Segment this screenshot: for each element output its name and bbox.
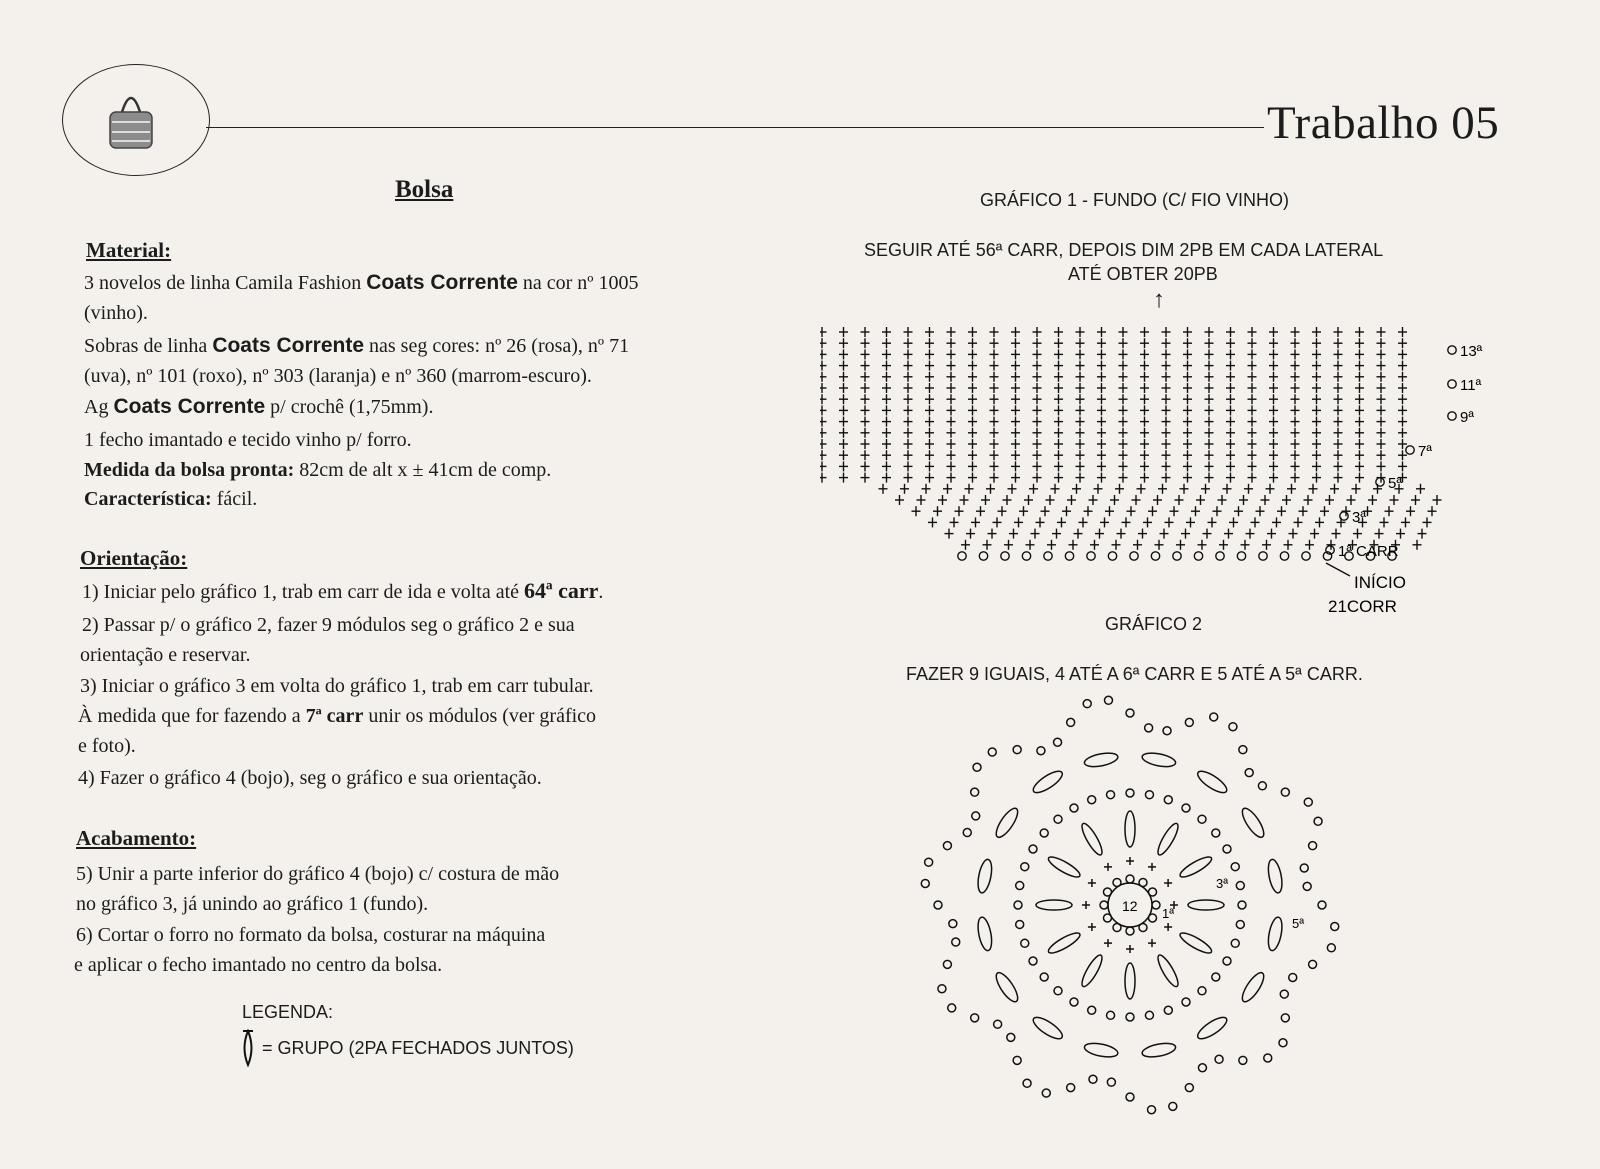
chain-stitch xyxy=(1113,924,1121,932)
step-5-cont: no gráfico 3, já unindo ao gráfico 1 (fundo). xyxy=(76,893,429,915)
cluster-stitch xyxy=(1079,821,1106,857)
chain-stitch xyxy=(1126,875,1134,883)
chain-stitch xyxy=(1302,552,1310,560)
chain-stitch xyxy=(948,1004,956,1012)
chain-stitch xyxy=(1044,552,1052,560)
chain-stitch xyxy=(1040,973,1048,981)
chain-stitch xyxy=(1108,552,1116,560)
chain-stitch xyxy=(1040,829,1048,837)
chain-stitch xyxy=(1289,973,1297,981)
legend-text: = GRUPO (2PA FECHADOS JUNTOS) xyxy=(262,1037,574,1058)
chain-stitch xyxy=(1309,842,1317,850)
cluster-stitch xyxy=(1188,900,1224,910)
chain-stitch xyxy=(1054,815,1062,823)
chain-stitch xyxy=(1182,804,1190,812)
cluster-stitch xyxy=(1125,811,1135,847)
chain-stitch xyxy=(934,901,942,909)
chain-stitch xyxy=(1139,924,1147,932)
chain-stitch xyxy=(1013,746,1021,754)
cluster-stitch xyxy=(1239,970,1268,1005)
chain-stitch xyxy=(1149,914,1157,922)
chain-stitch xyxy=(1300,864,1308,872)
cluster-stitch xyxy=(1125,963,1135,999)
chain-stitch xyxy=(973,763,981,771)
ring-label: 3ª xyxy=(1216,876,1229,891)
chain-stitch xyxy=(1239,1056,1247,1064)
chain-stitch xyxy=(1007,1033,1015,1041)
material-line-3: Sobras de linha Coats Corrente nas seg cores: nº 26 (rosa), nº 71 xyxy=(84,334,630,357)
chart1-title: GRÁFICO 1 - FUNDO (C/ FIO VINHO) xyxy=(980,190,1289,210)
cluster-stitch xyxy=(1155,953,1182,989)
cluster-stitch xyxy=(976,858,994,894)
row-label: 1ª CARR xyxy=(1338,543,1399,560)
ring-label: 5ª xyxy=(1292,916,1305,931)
cluster-stitch xyxy=(1030,768,1065,797)
legend-row xyxy=(240,1029,574,1067)
step-3: 3) Iniciar o gráfico 3 em volta do gráfico 1, trab em carr tubular. xyxy=(80,675,594,697)
chain-stitch xyxy=(925,858,933,866)
page-title: Trabalho 05 xyxy=(1267,97,1500,149)
acabamento-heading: Acabamento: xyxy=(76,826,197,850)
material-line-6: 1 fecho imantado e tecido vinho p/ forro. xyxy=(84,429,412,451)
chain-stitch xyxy=(1231,863,1239,871)
chain-stitch xyxy=(1182,998,1190,1006)
cluster-stitch xyxy=(976,916,994,952)
chain-stitch xyxy=(971,1014,979,1022)
chain-stitch xyxy=(1065,552,1073,560)
chain-stitch xyxy=(1303,882,1311,890)
cluster-stitch xyxy=(993,970,1022,1005)
cluster-stitch xyxy=(1046,930,1082,957)
material-line-4: (uva), nº 101 (roxo), nº 303 (laranja) e nº 360 (marrom-escuro). xyxy=(84,365,592,387)
chain-stitch xyxy=(1126,1013,1134,1021)
chain-stitch xyxy=(1029,957,1037,965)
cluster-stitch xyxy=(1266,858,1284,894)
chain-stitch xyxy=(1216,552,1224,560)
cluster-stitch xyxy=(1195,1014,1230,1043)
chart1-diagram xyxy=(820,320,1500,620)
chain-stitch xyxy=(1087,552,1095,560)
chain-stitch xyxy=(1088,1006,1096,1014)
chain-stitch xyxy=(938,985,946,993)
ring-label: 1ª xyxy=(1162,906,1175,921)
chain-stitch xyxy=(1029,845,1037,853)
chain-stitch xyxy=(1164,1006,1172,1014)
chain-stitch xyxy=(1014,901,1022,909)
chain-stitch xyxy=(958,552,966,560)
chain-stitch xyxy=(1054,987,1062,995)
chain-stitch xyxy=(1021,863,1029,871)
cluster-stitch xyxy=(1155,821,1182,857)
step-3-cont: À medida que for fazendo a 7ª carr unir os módulos (ver gráfico xyxy=(78,705,597,727)
chain-stitch xyxy=(1309,960,1317,968)
row-label: 3ª xyxy=(1352,509,1366,526)
chain-stitch xyxy=(1148,1106,1156,1114)
cluster-stitch xyxy=(1195,768,1230,797)
material-line-7: Medida da bolsa pronta: 82cm de alt x ± 41cm de comp. xyxy=(84,459,552,481)
chart2-title: GRÁFICO 2 xyxy=(1105,614,1203,634)
chain-stitch xyxy=(1067,718,1075,726)
cluster-stitch xyxy=(1178,930,1214,957)
cluster-stitch xyxy=(1079,953,1106,989)
cluster-stitch xyxy=(1141,1041,1177,1059)
chain-stitch xyxy=(1236,882,1244,890)
chain-stitch xyxy=(1001,552,1009,560)
chain-stitch xyxy=(1104,696,1112,704)
cluster-stitch xyxy=(1266,916,1284,952)
chain-stitch xyxy=(1107,1011,1115,1019)
chain-stitch xyxy=(1021,939,1029,947)
chain-stitch xyxy=(1210,713,1218,721)
chain-stitch xyxy=(1022,552,1030,560)
turning-chain xyxy=(1448,412,1456,420)
chain-stitch xyxy=(1067,1084,1075,1092)
turning-chain xyxy=(1448,380,1456,388)
chain-stitch xyxy=(952,938,960,946)
chain-stitch xyxy=(1126,709,1134,717)
material-line-8: Característica: fácil. xyxy=(84,488,258,510)
chain-stitch xyxy=(1023,1079,1031,1087)
chain-stitch xyxy=(1212,829,1220,837)
chart2-diagram xyxy=(900,690,1400,1160)
chain-stitch xyxy=(988,748,996,756)
chain-stitch xyxy=(1215,1055,1223,1063)
material-heading: Material: xyxy=(86,238,172,262)
chain-stitch xyxy=(1304,798,1312,806)
start-arrow xyxy=(1326,563,1350,576)
start-count: 21CORR xyxy=(1328,597,1397,616)
chart1-note-1: SEGUIR ATÉ 56ª CARR, DEPOIS DIM 2PB EM CADA LATERAL xyxy=(864,240,1384,260)
chain-stitch xyxy=(1198,815,1206,823)
chain-stitch xyxy=(1259,552,1267,560)
material-line-1: 3 novelos de linha Camila Fashion Coats Corrente na cor nº 1005 xyxy=(84,271,639,294)
chain-stitch xyxy=(1013,1056,1021,1064)
cluster-stitch xyxy=(993,805,1022,840)
chain-stitch xyxy=(1236,920,1244,928)
chain-stitch xyxy=(943,960,951,968)
chain-stitch xyxy=(1070,804,1078,812)
chain-stitch xyxy=(1281,1014,1289,1022)
chain-stitch xyxy=(1198,1064,1206,1072)
chain-stitch xyxy=(1016,882,1024,890)
turning-chain xyxy=(1406,446,1414,454)
step-6-cont: e aplicar o fecho imantado no centro da bolsa. xyxy=(74,954,443,976)
chain-stitch xyxy=(1113,878,1121,886)
chain-stitch xyxy=(1164,796,1172,804)
cluster-stitch xyxy=(1239,805,1268,840)
chain-stitch xyxy=(1145,724,1153,732)
chain-stitch xyxy=(1126,789,1134,797)
step-6: 6) Cortar o forro no formato da bolsa, costurar na máquina xyxy=(76,924,546,946)
cluster-stitch xyxy=(1036,900,1072,910)
chain-stitch xyxy=(1149,888,1157,896)
chain-stitch xyxy=(1194,552,1202,560)
chain-stitch xyxy=(1185,1084,1193,1092)
chain-stitch xyxy=(1258,782,1266,790)
chain-stitch xyxy=(1088,796,1096,804)
step-3-end: e foto). xyxy=(78,735,136,757)
chain-stitch xyxy=(979,552,987,560)
chain-stitch xyxy=(1318,901,1326,909)
legend-title: LEGENDA: xyxy=(242,1002,334,1022)
chain-stitch xyxy=(994,1020,1002,1028)
cluster-stitch xyxy=(1141,751,1177,769)
chain-stitch xyxy=(1163,727,1171,735)
chain-stitch xyxy=(1152,901,1160,909)
header-rule xyxy=(206,127,1264,128)
chain-stitch xyxy=(1279,1039,1287,1047)
material-line-5: Ag Coats Corrente p/ crochê (1,75mm). xyxy=(84,395,434,418)
chain-stitch xyxy=(1239,746,1247,754)
chain-stitch xyxy=(1314,817,1322,825)
chain-stitch xyxy=(1185,718,1193,726)
chain-stitch xyxy=(1042,1089,1050,1097)
chain-stitch xyxy=(1126,1093,1134,1101)
row-label: 7ª xyxy=(1418,443,1432,460)
chain-stitch xyxy=(1212,973,1220,981)
chain-stitch xyxy=(1107,1078,1115,1086)
cluster-stitch-icon xyxy=(240,1029,256,1067)
chain-stitch xyxy=(1229,723,1237,731)
chain-stitch xyxy=(943,842,951,850)
row-label: 5ª xyxy=(1388,475,1402,492)
chain-stitch xyxy=(1151,552,1159,560)
chain-stitch xyxy=(1130,552,1138,560)
chain-stitch xyxy=(1327,944,1335,952)
center-count: 12 xyxy=(1122,898,1138,914)
chain-stitch xyxy=(1070,998,1078,1006)
turning-chain xyxy=(1340,512,1348,520)
bag-icon xyxy=(104,86,158,152)
cluster-stitch xyxy=(1178,854,1214,881)
chain-stitch xyxy=(1103,888,1111,896)
chain-stitch xyxy=(1238,901,1246,909)
start-label: INÍCIO xyxy=(1354,573,1406,592)
orientacao-heading: Orientação: xyxy=(80,546,188,570)
chart2-note: FAZER 9 IGUAIS, 4 ATÉ A 6ª CARR E 5 ATÉ A 5ª CARR. xyxy=(906,664,1363,684)
material-line-2: (vinho). xyxy=(84,302,148,324)
chain-stitch xyxy=(921,879,929,887)
cluster-stitch xyxy=(1046,854,1082,881)
cluster-stitch xyxy=(1030,1014,1065,1043)
chain-stitch xyxy=(1100,901,1108,909)
chain-stitch xyxy=(1264,1054,1272,1062)
chain-stitch xyxy=(1037,747,1045,755)
chain-stitch xyxy=(1173,552,1181,560)
step-2: 2) Passar p/ o gráfico 2, fazer 9 módulos seg o gráfico 2 e sua xyxy=(82,614,575,636)
step-2-cont: orientação e reservar. xyxy=(80,644,251,666)
chain-stitch xyxy=(1145,1011,1153,1019)
cluster-stitch xyxy=(1083,1041,1119,1059)
chain-stitch xyxy=(1145,791,1153,799)
row-label: 9ª xyxy=(1460,409,1474,426)
arrow-up-icon: ↑ xyxy=(1153,286,1165,313)
chain-stitch xyxy=(1054,738,1062,746)
chain-stitch xyxy=(1245,769,1253,777)
chain-stitch xyxy=(1107,791,1115,799)
chain-stitch xyxy=(1126,927,1134,935)
chain-stitch xyxy=(1237,552,1245,560)
chain-stitch xyxy=(949,920,957,928)
chain-stitch xyxy=(1083,700,1091,708)
chain-stitch xyxy=(1198,987,1206,995)
step-1: 1) Iniciar pelo gráfico 1, trab em carr de ida e volta até 64ª carr. xyxy=(82,578,604,603)
chain-stitch xyxy=(1280,552,1288,560)
chain-stitch xyxy=(1231,939,1239,947)
chain-stitch xyxy=(1280,990,1288,998)
chain-stitch xyxy=(972,812,980,820)
chain-stitch xyxy=(1331,923,1339,931)
row-label: 11ª xyxy=(1460,377,1482,394)
chain-stitch xyxy=(1223,957,1231,965)
cluster-stitch xyxy=(1083,751,1119,769)
chain-stitch xyxy=(1281,788,1289,796)
chain-stitch xyxy=(1103,914,1111,922)
chain-stitch xyxy=(1089,1075,1097,1083)
row-label: 13ª xyxy=(1460,343,1483,360)
chain-stitch xyxy=(1169,1102,1177,1110)
turning-chain xyxy=(1448,346,1456,354)
step-5: 5) Unir a parte inferior do gráfico 4 (bojo) c/ costura de mão xyxy=(76,863,560,885)
step-4: 4) Fazer o gráfico 4 (bojo), seg o gráfico e sua orientação. xyxy=(78,767,542,789)
chart1-note-2: ATÉ OBTER 20PB xyxy=(1068,264,1218,284)
chain-stitch xyxy=(1139,878,1147,886)
chain-stitch xyxy=(971,788,979,796)
chain-stitch xyxy=(1223,845,1231,853)
chain-stitch xyxy=(963,829,971,837)
turning-chain xyxy=(1376,478,1384,486)
chain-stitch xyxy=(1016,920,1024,928)
project-title: Bolsa xyxy=(395,176,454,203)
